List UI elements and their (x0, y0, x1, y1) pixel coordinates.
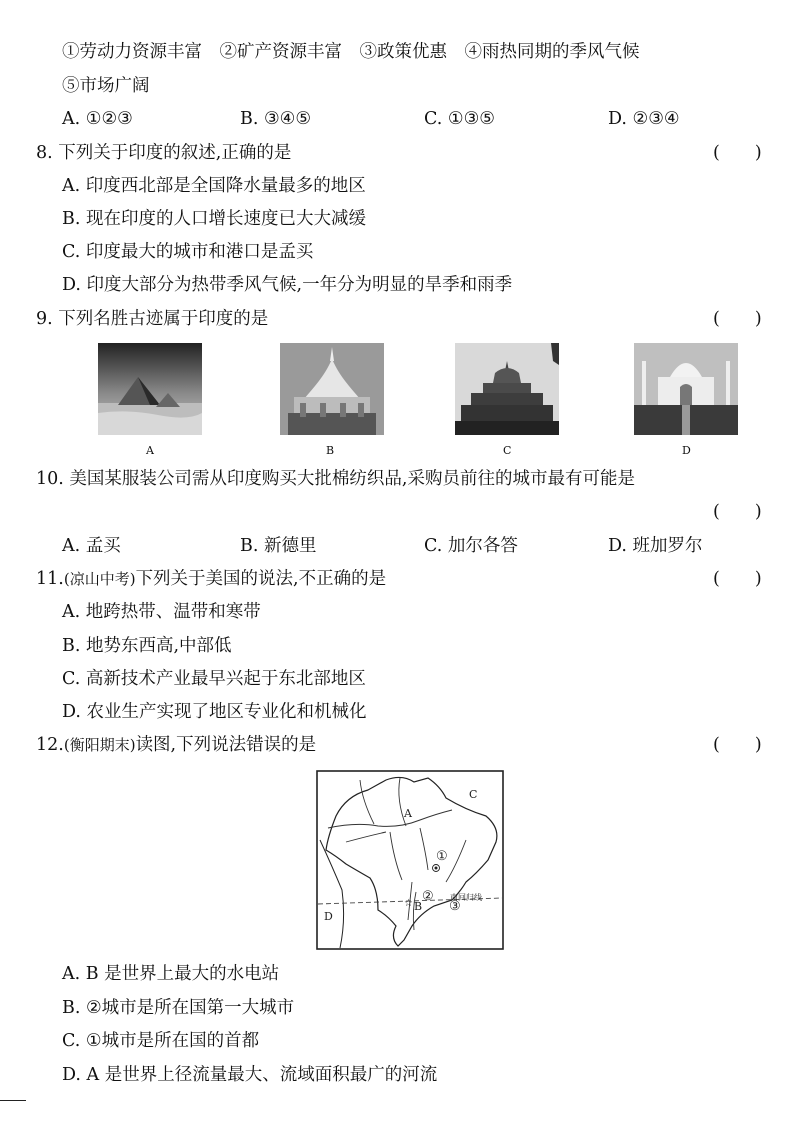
photo-d-caption: D (682, 444, 691, 457)
map-label-b: B (414, 900, 423, 913)
q11-stem-line (36, 567, 386, 591)
map-label-d: D (324, 910, 333, 923)
q11-option-a[interactable]: A. 地跨热带、温带和寒带 (62, 602, 261, 622)
photo-b-caption: B (326, 444, 335, 457)
q12-stem-line (36, 733, 316, 757)
q11-answer-bracket[interactable]: ( ) (713, 569, 762, 589)
footer-rule (0, 1100, 26, 1101)
q11-number: 11. (36, 569, 64, 589)
photo-temple[interactable] (455, 343, 559, 435)
photo-c-caption: C (503, 444, 512, 457)
photo-stupa[interactable] (280, 343, 384, 435)
q8-option-d[interactable]: D. 印度大部分为热带季风气候,一年分为明显的旱季和雨季 (62, 275, 513, 295)
photo-a-caption: A (146, 444, 154, 457)
map-label-c: C (469, 788, 478, 801)
q12-option-b[interactable]: B. ②城市是所在国第一大城市 (62, 998, 295, 1018)
q8-stem: 8. 下列关于印度的叙述,正确的是 (36, 143, 292, 163)
q12-source: (衡阳期末) (63, 736, 136, 754)
q11-option-c[interactable]: C. 高新技术产业最早兴起于东北部地区 (62, 669, 366, 689)
svg-text:☆: ☆ (404, 898, 413, 909)
q12-option-c[interactable]: C. ①城市是所在国的首都 (62, 1031, 260, 1051)
q11-stem: 下列关于美国的说法,不正确的是 (135, 569, 387, 589)
q7-option-c[interactable]: C. ①③⑤ (424, 109, 495, 129)
q9-stem: 9. 下列名胜古迹属于印度的是 (36, 309, 269, 329)
map-label-a: A (404, 807, 412, 820)
q10-option-c[interactable]: C. 加尔各答 (424, 536, 518, 556)
map-label-circle-1: ① (436, 849, 448, 864)
map-label-tropic: 南回归线 (450, 893, 482, 902)
q12-number: 12. (36, 735, 64, 755)
q12-answer-bracket[interactable]: ( ) (713, 735, 762, 755)
q10-answer-bracket[interactable]: ( ) (713, 502, 762, 522)
q7-choices-line2: ⑤市场广阔 (62, 76, 150, 96)
q12-option-a[interactable]: A. B 是世界上最大的水电站 (62, 964, 280, 984)
q8-option-a[interactable]: A. 印度西北部是全国降水量最多的地区 (62, 176, 366, 196)
q7-option-d[interactable]: D. ②③④ (608, 109, 680, 129)
q10-stem: 10. 美国某服装公司需从印度购买大批棉纺织品,采购员前往的城市最有可能是 (36, 469, 635, 489)
q11-option-d[interactable]: D. 农业生产实现了地区专业化和机械化 (62, 702, 367, 722)
q8-answer-bracket[interactable]: ( ) (713, 143, 762, 163)
q11-source: (凉山中考) (63, 570, 136, 588)
q8-option-c[interactable]: C. 印度最大的城市和港口是孟买 (62, 242, 314, 262)
photo-taj-mahal[interactable] (634, 343, 738, 435)
map-label-circle-3: ③ (449, 899, 461, 914)
photo-pyramids[interactable] (98, 343, 202, 435)
q7-choices-line1: ①劳动力资源丰富 ②矿产资源丰富 ③政策优惠 ④雨热同期的季风气候 (62, 42, 640, 62)
q9-answer-bracket[interactable]: ( ) (713, 309, 762, 329)
q12-stem: 读图,下列说法错误的是 (135, 735, 317, 755)
q8-option-b[interactable]: B. 现在印度的人口增长速度已大大减缓 (62, 209, 366, 229)
q12-option-d[interactable]: D. A 是世界上径流量最大、流域面积最广的河流 (62, 1065, 438, 1085)
map-label-circle-2: ② (422, 889, 434, 904)
q7-option-b[interactable]: B. ③④⑤ (240, 109, 312, 129)
q10-option-a[interactable]: A. 孟买 (62, 536, 121, 556)
q11-option-b[interactable]: B. 地势东西高,中部低 (62, 636, 232, 656)
q7-option-a[interactable]: A. ①②③ (62, 109, 133, 129)
brazil-map[interactable] (316, 770, 504, 950)
q10-option-b[interactable]: B. 新德里 (240, 536, 317, 556)
q10-option-d[interactable]: D. 班加罗尔 (608, 536, 703, 556)
